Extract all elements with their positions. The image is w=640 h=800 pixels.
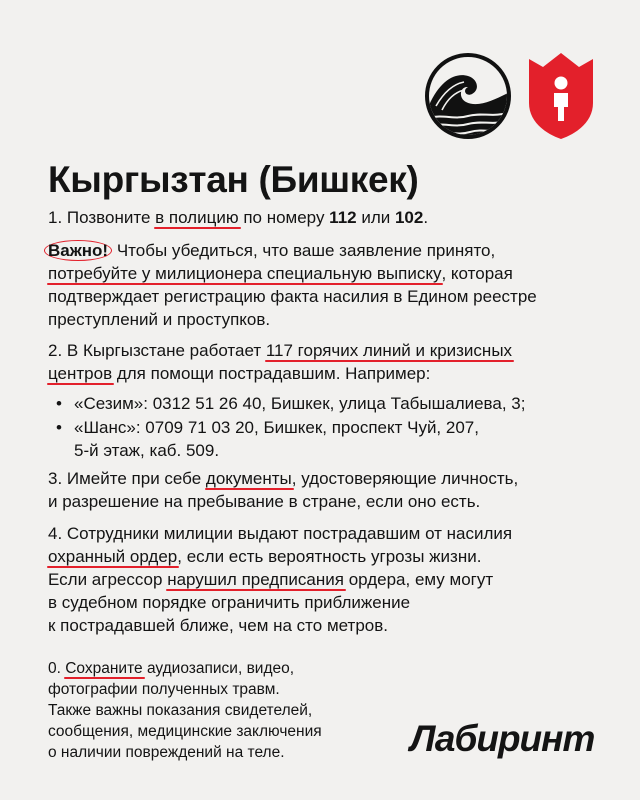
step-2-hotlines: 2. В Кыргызстане работает 117 горячих линий и кризисных [48,341,513,360]
shield-logo-icon [526,51,596,141]
step-4-protection-order: 4. Сотрудники милиции выдают пострадавшим от насилия [48,524,513,543]
important-note: Важно! Чтобы убедиться, что ваше заявление принято, [48,239,495,263]
important-label: Важно! [44,240,112,261]
step-4-line: в судебном порядке ограничить приближение [48,593,411,612]
important-note-line: подтверждает регистрацию факта насилия в Едином реестре [48,287,537,306]
step-0-line: о наличии повреждений на теле. [48,744,285,761]
step-0-line: Также важны показания свидетелей, [48,702,313,719]
step-4-line: Если агрессор нарушил предписания ордера, ему могут [48,570,494,589]
brand-logo: Лабиринт [410,718,595,759]
important-note-line: потребуйте у милиционера специальную выписку, которая [48,264,513,283]
step-1-call-police: 1. Позвоните в полицию по номеру 112 или 102. [48,208,429,227]
step-0-save-evidence: 0. Сохраните аудиозаписи, видео, [48,660,295,677]
important-note-line: преступлений и проступков. [48,310,271,329]
hotline-list [56,392,525,463]
step-0-line: сообщения, медицинские заключения [48,723,322,740]
step-4-line: к пострадавшей ближе, чем на сто метров. [48,616,388,635]
step-2-hotlines-line: центров для помощи пострадавшим. Например: [48,364,431,383]
step-0-line: фотографии полученных травм. [48,681,280,698]
list-item: • «Шанс»: 0709 71 03 20, Бишкек, проспект Чуй, 207, 5-й этаж, каб. 509. [56,416,525,463]
step-4-line: охранный ордер, если есть вероятность угрозы жизни. [48,547,482,566]
wave-logo-icon [424,52,512,140]
step-3-documents-line: и разрешение на пребывание в стране, если оно есть. [48,492,481,511]
page-title: Кыргызтан (Бишкек) [48,159,419,200]
list-item: • «Сезим»: 0312 51 26 40, Бишкек, улица Табышалиева, 3; [56,392,525,416]
step-3-documents: 3. Имейте при себе документы, удостоверяющие личность, [48,469,519,488]
